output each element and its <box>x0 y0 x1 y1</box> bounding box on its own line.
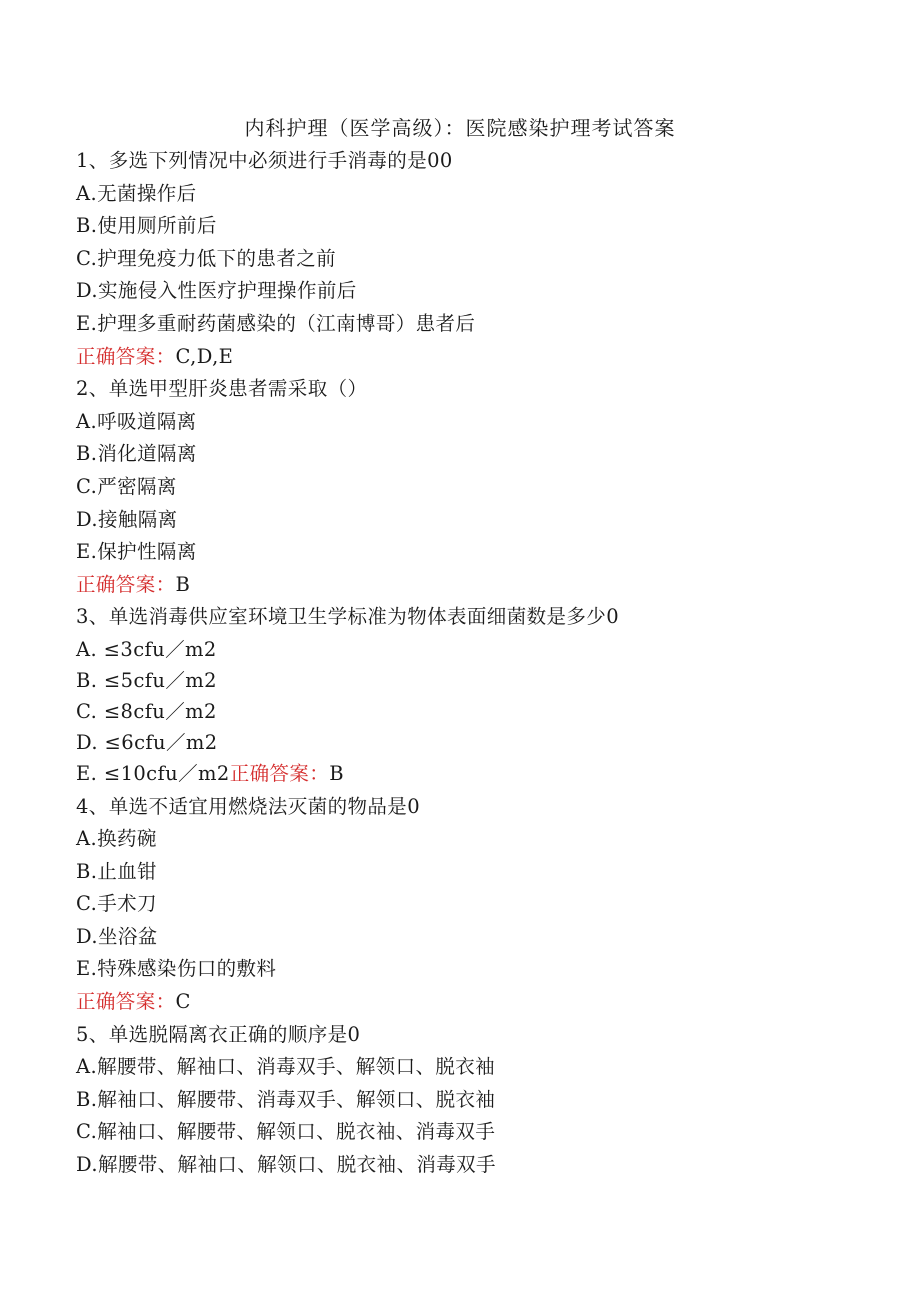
answer-value: B <box>175 572 191 596</box>
answer-value: B <box>329 761 344 785</box>
option-d: D.接触隔离 <box>76 507 178 531</box>
option-a: A.换药碗 <box>76 827 157 851</box>
question-stem: 3、单选消毒供应室环境卫生学标准为物体表面细菌数是多少0 <box>76 605 620 629</box>
option-c: C. ≤8cfu／m2 <box>76 699 217 723</box>
option-e: E.特殊感染伤口的敷料 <box>76 957 277 981</box>
option-c: C.手术刀 <box>76 892 157 916</box>
answer-label: 正确答案： <box>229 761 330 785</box>
option-b: B.使用厕所前后 <box>76 214 217 238</box>
option-e: E. ≤10cfu／m2 <box>76 761 230 785</box>
option-a: A. ≤3cfu／m2 <box>76 637 217 661</box>
option-c: C.严密隔离 <box>76 474 177 498</box>
option-a: A.呼吸道隔离 <box>76 409 197 433</box>
answer-line <box>76 986 876 1019</box>
option-d: D.坐浴盆 <box>76 924 158 948</box>
document-title: 内科护理（医学高级）：医院感染护理考试答案 <box>244 116 676 140</box>
answer-line <box>76 341 876 374</box>
answer-label: 正确答案： <box>76 572 176 596</box>
option-e: E.保护性隔离 <box>76 540 197 564</box>
option-e-with-answer <box>76 758 876 791</box>
question-stem: 1、多选下列情况中必须进行手消毒的是00 <box>76 149 453 172</box>
answer-value: C <box>175 990 191 1014</box>
option-a: A.解腰带、解袖口、消毒双手、解领口、脱衣袖 <box>76 1055 496 1079</box>
answer-value: C,D,E <box>175 344 234 368</box>
option-b: B. ≤5cfu／m2 <box>76 668 217 692</box>
question-stem: 4、单选不适宜用燃烧法灭菌的物品是0 <box>76 794 421 818</box>
option-d: D.实施侵入性医疗护理操作前后 <box>76 279 357 303</box>
option-a: A.无菌操作后 <box>76 181 197 205</box>
answer-label: 正确答案： <box>76 344 176 368</box>
option-d: D.解腰带、解袖口、解领口、脱衣袖、消毒双手 <box>76 1153 496 1177</box>
question-stem: 2、单选甲型肝炎患者需采取（） <box>76 377 368 401</box>
answer-label: 正确答案： <box>76 990 176 1014</box>
question-stem: 5、单选脱隔离衣正确的顺序是0 <box>76 1022 361 1046</box>
option-d: D. ≤6cfu／m2 <box>76 730 218 754</box>
option-c: C.解袖口、解腰带、解领口、脱衣袖、消毒双手 <box>76 1120 496 1144</box>
option-b: B.解袖口、解腰带、消毒双手、解领口、脱衣袖 <box>76 1087 496 1111</box>
option-c: C.护理免疫力低下的患者之前 <box>76 246 337 270</box>
option-e: E.护理多重耐药菌感染的（江南博哥）患者后 <box>76 311 476 335</box>
answer-line <box>76 569 876 602</box>
option-b: B.止血钳 <box>76 859 158 883</box>
option-b: B.消化道隔离 <box>76 442 197 466</box>
question-list <box>76 145 876 1182</box>
